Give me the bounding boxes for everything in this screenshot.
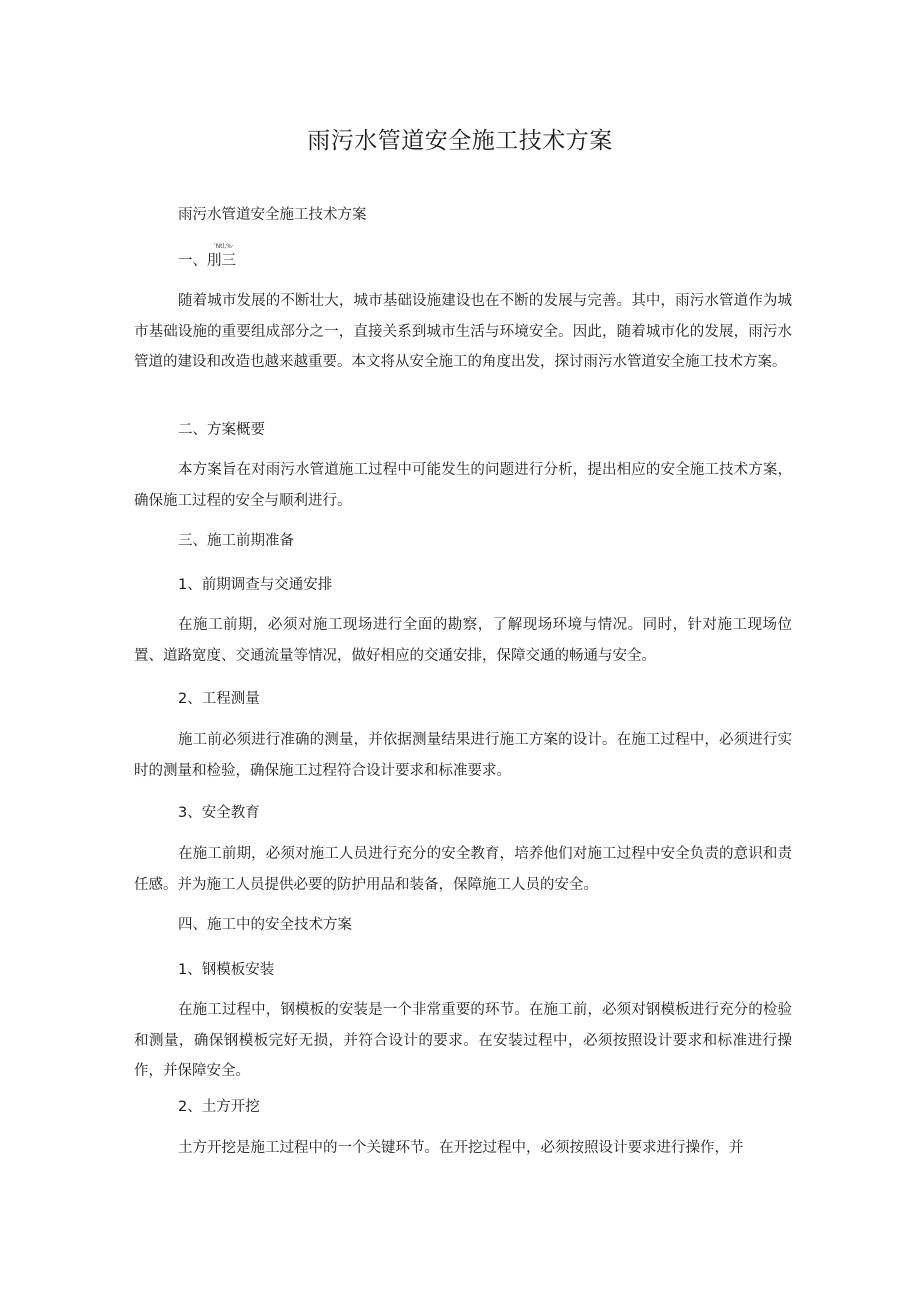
paragraph-overview: 本方案旨在对雨污水管道施工过程中可能发生的问题进行分析，提出相应的安全施工技术方案，确保施工过程的安全与顺利进行。 [134, 462, 792, 509]
subsection-heading-excavation: 2、土方开挖 [178, 1099, 260, 1115]
heading-superscript-mark: ʹNtl,%· [214, 243, 234, 250]
subsection-heading-safety-education: 3、安全教育 [178, 805, 260, 821]
subsection-heading-steel-formwork: 1、钢模板安装 [178, 962, 275, 978]
paragraph-steel-formwork: 在施工过程中，钢模板的安装是一个非常重要的环节。在施工前，必须对钢模板进行充分的检验和测量，确保钢模板完好无损，并符合设计的要求。在安装过程中，必须按照设计要求和标准进行操作，并保障安全。 [134, 1002, 792, 1079]
subsection-heading-measurement: 2、工程测量 [178, 691, 260, 707]
paragraph-measurement: 施工前必须进行准确的测量，并依据测量结果进行施工方案的设计。在施工过程中，必须进行实时的测量和检验，确保施工过程符合设计要求和标准要求。 [134, 732, 792, 779]
paragraph-safety-education: 在施工前期，必须对施工人员进行充分的安全教育，培养他们对施工过程中安全负责的意识和责任感。并为施工人员提供必要的防护用品和装备，保障施工人员的安全。 [134, 846, 792, 893]
section-heading-construction: 四、施工中的安全技术方案 [178, 917, 352, 933]
paragraph-excavation: 土方开挖是施工过程中的一个关键环节。在开挖过程中，必须按照设计要求进行操作，并 [178, 1140, 744, 1156]
section-heading-intro: 一、刖三 [178, 253, 236, 269]
section-heading-overview: 二、方案概要 [178, 422, 265, 438]
paragraph-intro: 随着城市发展的不断壮大，城市基础设施建设也在不断的发展与完善。其中，雨污水管道作为城市基础设施的重要组成部分之一，直接关系到城市生活与环境安全。因此，随着城市化的发展，雨污水管道的建设和改造也越来越重要。本文将从安全施工的角度出发，探讨雨污水管道安全施工技术方案。 [134, 293, 792, 370]
section-heading-preparation: 三、施工前期准备 [178, 533, 294, 549]
subsection-heading-survey: 1、前期调查与交通安排 [178, 577, 333, 593]
paragraph-survey: 在施工前期，必须对施工现场进行全面的勘察，了解现场环境与情况。同时，针对施工现场位置、道路宽度、交通流量等情况，做好相应的交通安排，保障交通的畅通与安全。 [134, 617, 792, 664]
document-title: 雨污水管道安全施工技术方案 [307, 128, 613, 154]
document-subtitle: 雨污水管道安全施工技术方案 [178, 207, 367, 223]
